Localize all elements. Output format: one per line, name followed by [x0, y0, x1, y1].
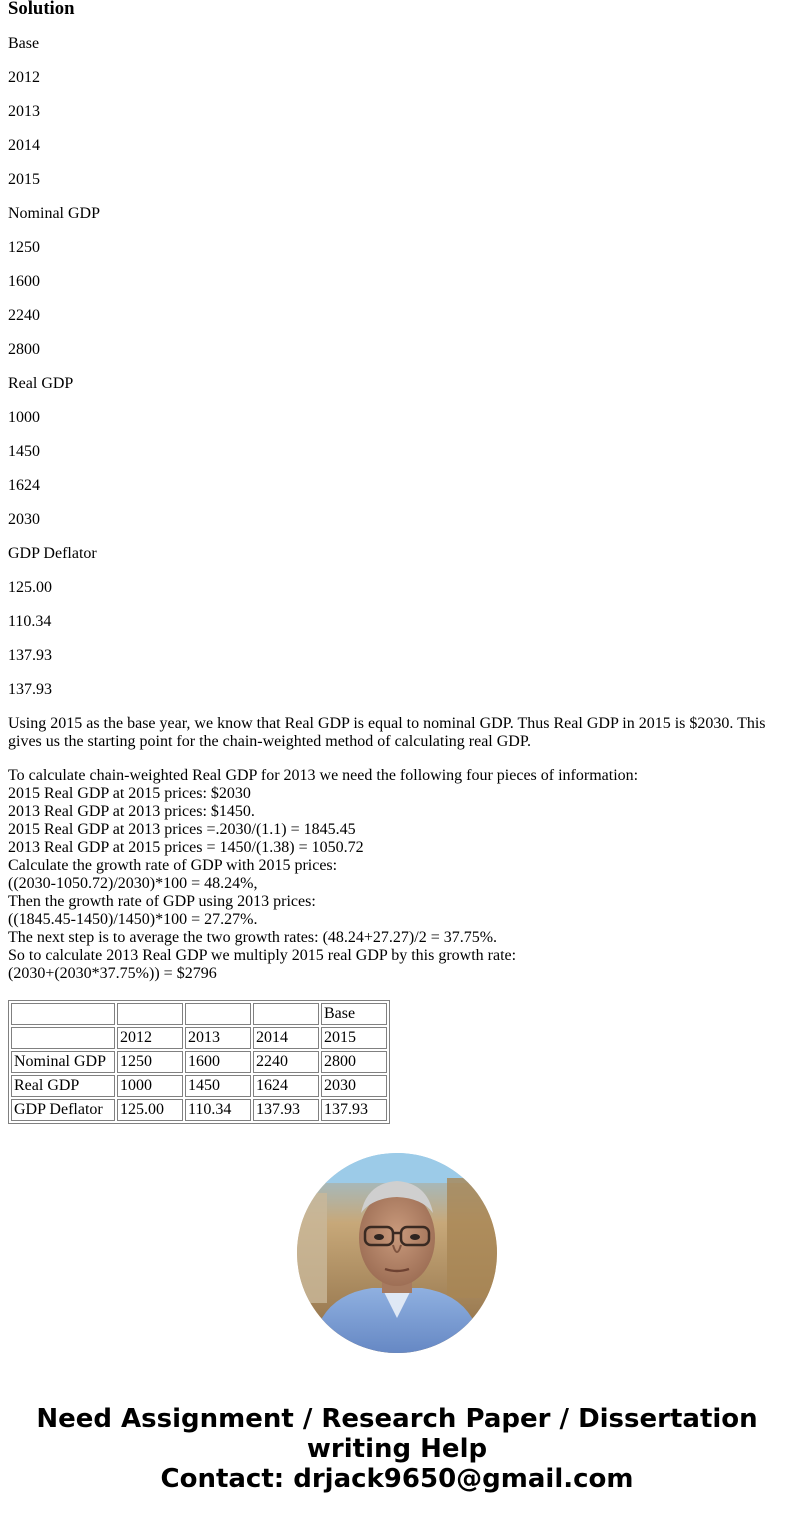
intro-paragraph: Using 2015 as the base year, we know that Real GDP is equal to nominal GDP. Thus Real GDP in 2015 is $2030. This gives us the starting point for the chain-weighted method of calculating real GDP.: [8, 715, 766, 750]
list-item: 1600: [8, 273, 40, 290]
list-item: 1624: [8, 477, 40, 494]
list-item: Base: [8, 35, 40, 52]
calc-line: ((2030-1050.72)/2030)*100 = 48.24%,: [8, 875, 258, 892]
table-cell: 2013: [185, 1027, 251, 1049]
list-item: 2030: [8, 511, 40, 528]
footer-line: Need Assignment / Research Paper / Dissertation: [36, 1404, 758, 1434]
list-item: GDP Deflator: [8, 545, 97, 562]
list-item: 137.93: [8, 647, 52, 664]
table-cell: 1000: [117, 1075, 183, 1097]
list-item: 110.34: [8, 613, 52, 630]
table-row: [11, 1075, 387, 1097]
calc-line: 2015 Real GDP at 2013 prices =.2030/(1.1) = 1845.45: [8, 821, 356, 838]
list-item: 2240: [8, 307, 40, 324]
page-title: Solution: [8, 0, 75, 19]
author-avatar: [297, 1153, 497, 1353]
calc-line: 2013 Real GDP at 2013 prices: $1450.: [8, 803, 255, 820]
table-cell: 2014: [253, 1027, 319, 1049]
table-row: [11, 1027, 387, 1049]
table-cell: GDP Deflator: [11, 1099, 115, 1121]
table-cell: [185, 1003, 251, 1025]
calc-line: (2030+(2030*37.75%)) = $2796: [8, 965, 217, 982]
list-item: 1000: [8, 409, 40, 426]
list-item: Nominal GDP: [8, 205, 100, 222]
table-cell: Real GDP: [11, 1075, 115, 1097]
table-cell: 125.00: [117, 1099, 183, 1121]
table-cell: 1624: [253, 1075, 319, 1097]
table-cell: 2012: [117, 1027, 183, 1049]
table-cell: 137.93: [321, 1099, 387, 1121]
calc-line: 2013 Real GDP at 2015 prices = 1450/(1.38) = 1050.72: [8, 839, 364, 856]
table-row: [11, 1003, 387, 1025]
footer-line: writing Help: [306, 1434, 488, 1464]
value-list: [8, 35, 786, 699]
table-cell: 2030: [321, 1075, 387, 1097]
calculation-block: [8, 767, 786, 983]
table-cell: 2015: [321, 1027, 387, 1049]
table-cell: [117, 1003, 183, 1025]
calc-line: Then the growth rate of GDP using 2013 prices:: [8, 893, 316, 910]
table-cell: 1450: [185, 1075, 251, 1097]
calc-line: ((1845.45-1450)/1450)*100 = 27.27%.: [8, 911, 258, 928]
table-cell: Base: [321, 1003, 387, 1025]
table-cell: 2800: [321, 1051, 387, 1073]
table-cell: [253, 1003, 319, 1025]
table-cell: [11, 1003, 115, 1025]
footer-contact: Contact: drjack9650@gmail.com: [160, 1464, 634, 1494]
footer-banner: [0, 1404, 794, 1494]
list-item: 2800: [8, 341, 40, 358]
author-portrait-image: [297, 1153, 497, 1353]
list-item: 137.93: [8, 681, 52, 698]
table-cell: 1600: [185, 1051, 251, 1073]
list-item: 2015: [8, 171, 40, 188]
list-item: 2014: [8, 137, 40, 154]
calc-line: To calculate chain-weighted Real GDP for 2013 we need the following four pieces of information:: [8, 767, 639, 784]
list-item: 2013: [8, 103, 40, 120]
calc-line: 2015 Real GDP at 2015 prices: $2030: [8, 785, 251, 802]
list-item: 1250: [8, 239, 40, 256]
list-item: 125.00: [8, 579, 52, 596]
table-cell: Nominal GDP: [11, 1051, 115, 1073]
table-row: [11, 1051, 387, 1073]
list-item: 1450: [8, 443, 40, 460]
table-cell: 1250: [117, 1051, 183, 1073]
list-item: 2012: [8, 69, 40, 86]
calc-line: Calculate the growth rate of GDP with 2015 prices:: [8, 857, 338, 874]
table-cell: [11, 1027, 115, 1049]
list-item: Real GDP: [8, 375, 74, 392]
table-row: [11, 1099, 387, 1121]
table-cell: 2240: [253, 1051, 319, 1073]
calc-line: The next step is to average the two growth rates: (48.24+27.27)/2 = 37.75%.: [8, 929, 498, 946]
table-cell: 137.93: [253, 1099, 319, 1121]
calc-line: So to calculate 2013 Real GDP we multiply 2015 real GDP by this growth rate:: [8, 947, 517, 964]
table-cell: 110.34: [185, 1099, 251, 1121]
gdp-table: [8, 1000, 390, 1124]
